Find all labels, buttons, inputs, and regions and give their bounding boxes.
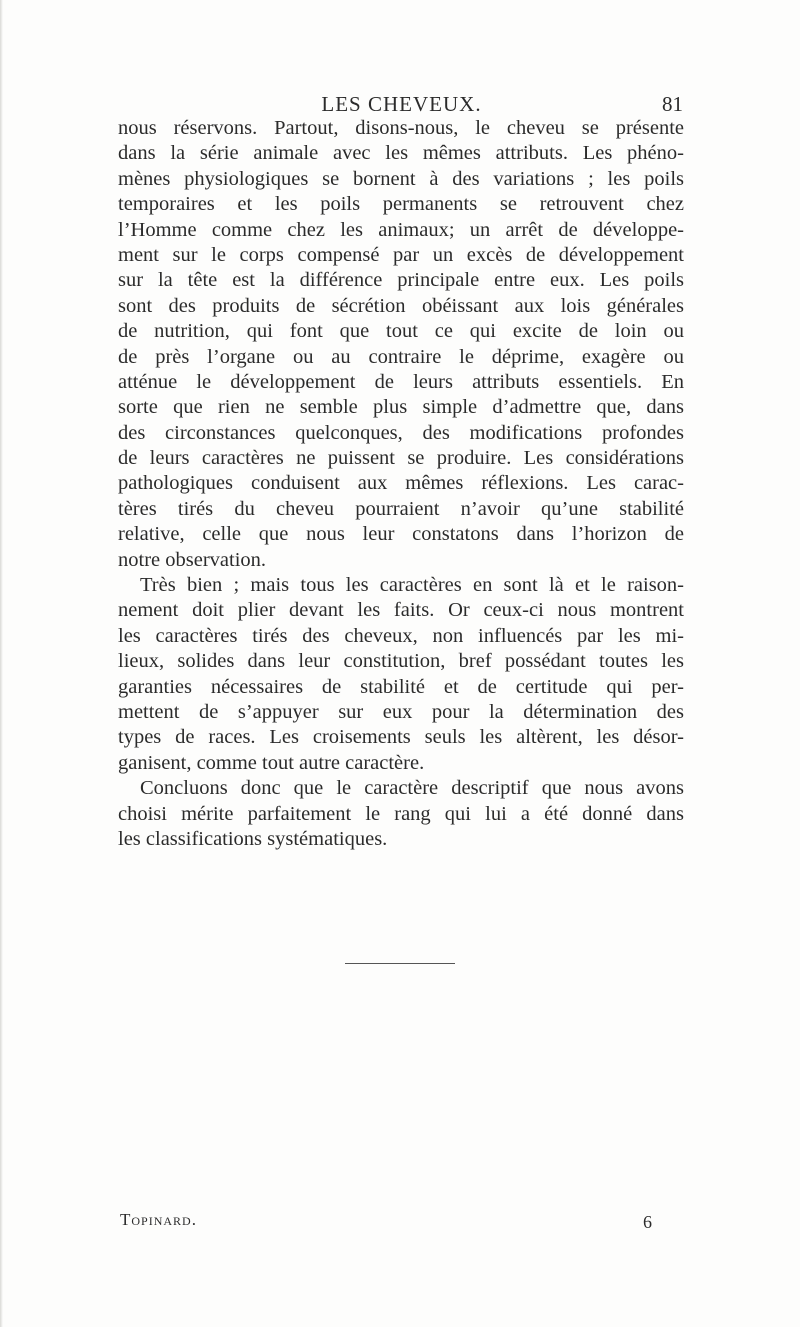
text-line: types de races. Les croisements seuls les altèrent, les désor- [118,726,684,749]
text-line: des circonstances quelconques, des modifications profondes [118,421,684,444]
text-line: tères tirés du cheveu pourraient n’avoir qu’une stabilité [118,497,684,520]
text-line: Concluons donc que le caractère descriptif que nous avons [140,777,684,800]
text-line: nement doit plier devant les faits. Or ceux-ci nous montrent [118,599,684,622]
text-line: de leurs caractères ne puissent se produire. Les considérations [118,447,684,470]
text-line: l’Homme comme chez les animaux; un arrêt de développe- [118,218,684,241]
text-line: de près l’organe ou au contraire le déprime, exagère ou [118,345,684,368]
signature-mark: 6 [643,1212,652,1232]
text-line: sorte que rien ne semble plus simple d’admettre que, dans [118,396,684,419]
page-number: 81 [662,92,683,116]
text-line: Très bien ; mais tous les caractères en sont là et le raison- [140,574,684,597]
body-text [118,116,684,852]
text-line: atténue le développement de leurs attributs essentiels. En [118,370,684,393]
text-line: mènes physiologiques se bornent à des variations ; les poils [118,167,684,190]
text-line: mettent de s’appuyer sur eux pour la détermination des [118,700,684,723]
text-line: dans la série animale avec les mêmes attributs. Les phéno- [118,142,684,165]
text-line: temporaires et les poils permanents se retrouvent chez [118,193,684,216]
printer-signature: Topinard. [120,1210,197,1229]
running-title: LES CHEVEUX. [321,92,482,116]
text-line: les classifications systématiques. [118,827,388,850]
text-line: notre observation. [118,548,267,571]
text-line: les caractères tirés des cheveux, non influencés par les mi- [118,624,684,647]
page-edge-shadow [0,0,3,1327]
text-line: de nutrition, qui font que tout ce qui excite de loin ou [118,320,684,343]
text-line: garanties nécessaires de stabilité et de certitude qui per- [118,675,684,698]
text-line: ganisent, comme tout autre caractère. [118,751,425,774]
text-line: sont des produits de sécrétion obéissant aux lois générales [118,294,684,317]
text-line: lieux, solides dans leur constitution, bref possédant toutes les [118,650,684,673]
text-line: pathologiques conduisent aux mêmes réflexions. Les carac- [118,472,684,495]
text-line: ment sur le corps compensé par un excès de développement [118,243,684,266]
text-line: sur la tête est la différence principale entre eux. Les poils [118,269,684,292]
page-footer [120,1210,660,1234]
text-line: relative, celle que nous leur constatons dans l’horizon de [118,523,684,546]
text-line: choisi mérite parfaitement le rang qui lui a été donné dans [118,802,684,825]
section-end-rule [345,963,455,964]
text-line: nous réservons. Partout, disons-nous, le cheveu se présente [118,117,684,139]
